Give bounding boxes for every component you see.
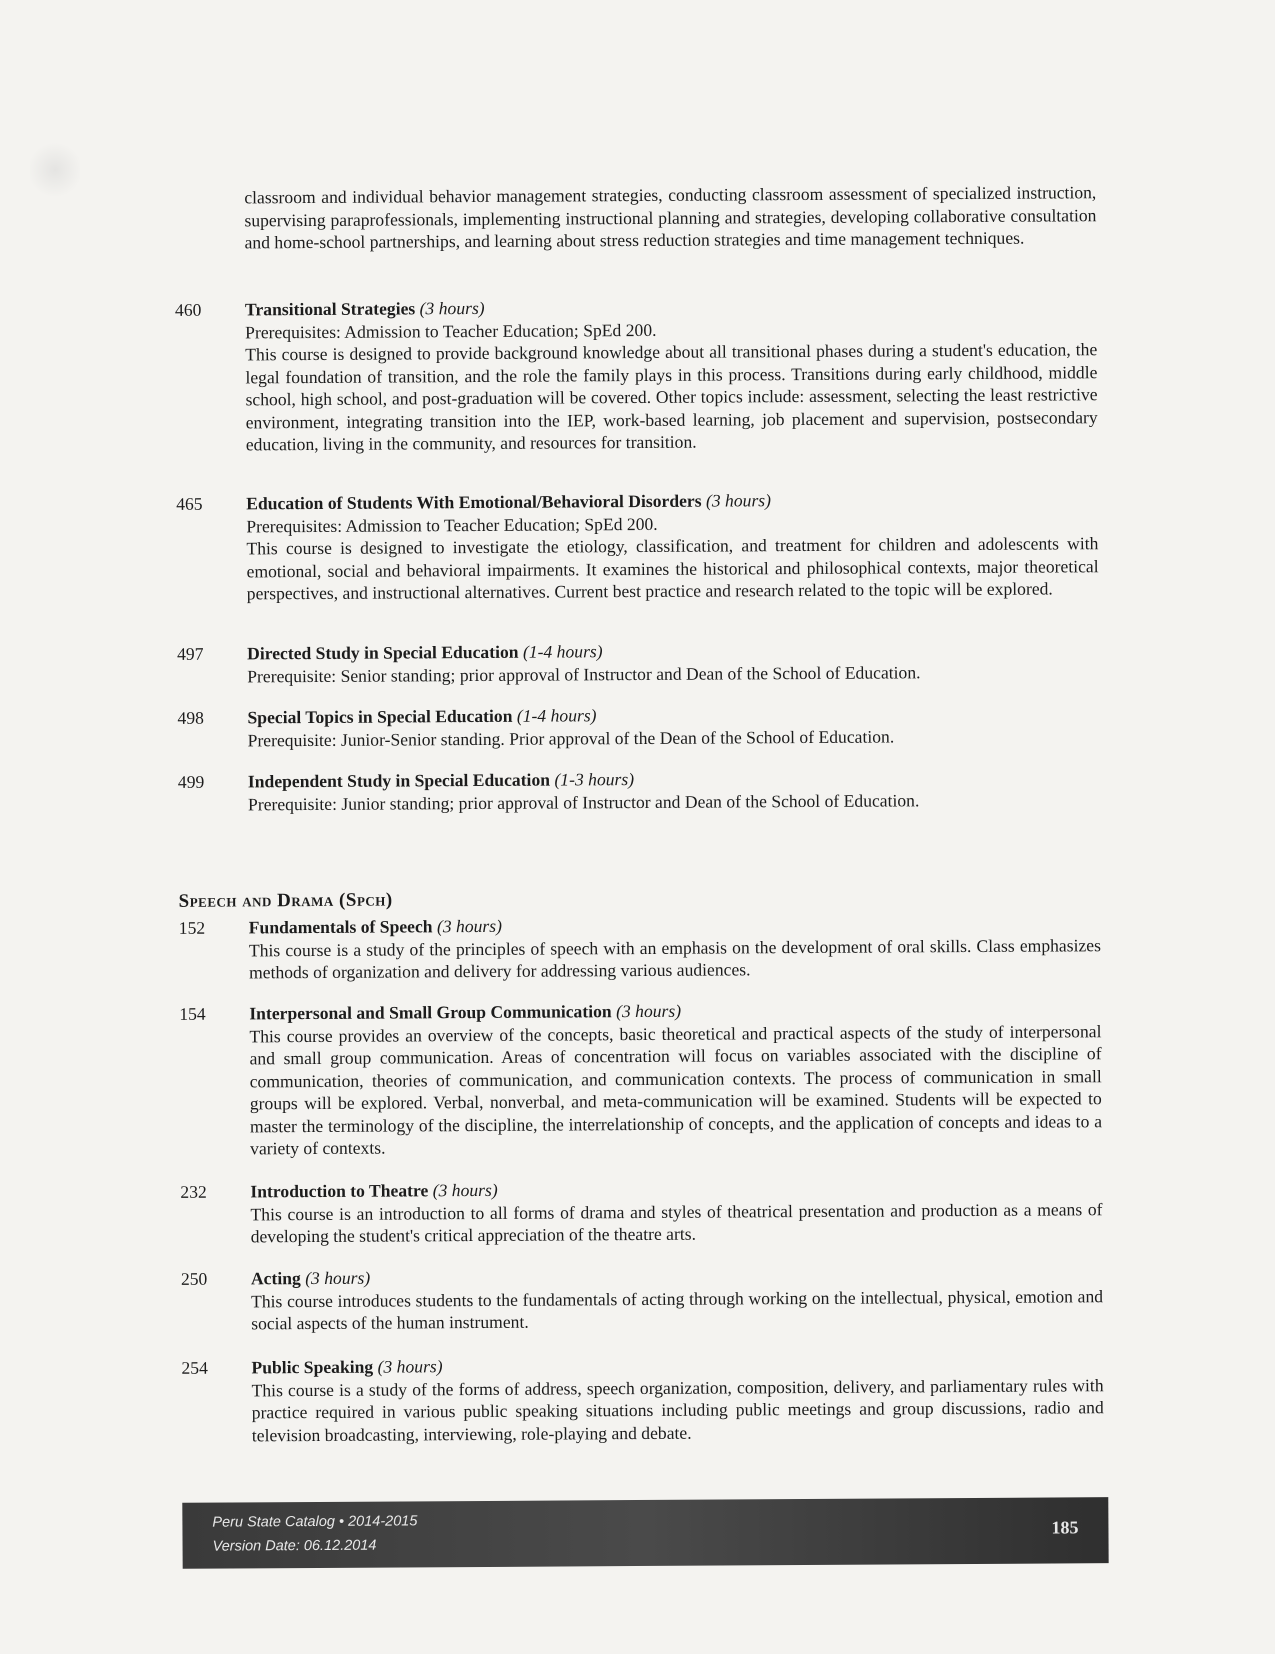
- course-number: 232: [180, 1181, 207, 1202]
- course-hours: (1-4 hours): [516, 705, 597, 726]
- course-entry: [181, 1262, 1103, 1335]
- course-hours: (3 hours): [432, 1179, 498, 1201]
- page-number: 185: [1051, 1517, 1079, 1538]
- course-number: 152: [178, 917, 206, 938]
- course-number: 497: [177, 643, 204, 664]
- course-hours: (3 hours): [305, 1267, 371, 1289]
- course-prereq: Prerequisite: Junior-Senior standing. Prior approval of the Dean of the School of Education.: [247, 725, 895, 750]
- course-hours: (3 hours): [419, 297, 485, 319]
- page-footer: [182, 1497, 1108, 1569]
- course-title: Public Speaking (3 hours): [251, 1356, 443, 1378]
- footer-catalog: Peru State Catalog • 2014-2015: [212, 1513, 418, 1531]
- course-title: Introduction to Theatre (3 hours): [250, 1179, 498, 1202]
- course-title: Independent Study in Special Education (1-3 hours): [247, 769, 635, 792]
- course-hours: (1-4 hours): [522, 641, 603, 662]
- course-number: 498: [177, 707, 204, 728]
- course-entry: [177, 637, 1099, 688]
- course-prereq: Prerequisite: Junior standing; prior approval of Instructor and Dean of the School of Education.: [247, 789, 920, 814]
- section-heading: Speech and Drama (Spch): [178, 889, 393, 912]
- course-description: This course is an introduction to all forms of drama and styles of theatrical presentation and production as a means of developing the student's critical appreciation of the theatre arts.: [250, 1198, 1103, 1247]
- course-title: Directed Study in Special Education (1-4 hours): [247, 641, 603, 664]
- course-entry: [180, 1175, 1102, 1248]
- course-description: This course is a study of the principles of speech with an emphasis on the development of oral skills. Class emphasizes methods of organization and delivery for addressing various audiences.: [248, 934, 1101, 983]
- course-number: 250: [180, 1268, 208, 1289]
- course-entry: [181, 1351, 1104, 1447]
- course-prereq: Prerequisite: Senior standing; prior approval of Instructor and Dean of the School of Education.: [247, 661, 921, 686]
- course-description: This course is designed to investigate the etiology, classification, and treatment for children and adolescents with emotional, social and behavioral impairments. It examines the historical and philosophical contexts, major theoretical perspectives, and instructional alternatives. Current best practice and research related to the topic will be explored.: [246, 533, 1099, 604]
- course-description: This course provides an overview of the concepts, basic theoretical and practical aspects of the study of interpersonal and small group communication. Areas of concentration will focus on variables associated with the discipline of communication, theories of communication, and communication contexts. The process of communication in small groups will be explored. Verbal, nonverbal, and meta-communication will be examined. Students will be expected to master the terminology of the discipline, the interrelationship of concepts, and the application of concepts and ideas to a variety of contexts.: [249, 1020, 1103, 1159]
- course-number: 460: [174, 299, 202, 320]
- course-hours: (1-3 hours): [554, 769, 635, 790]
- course-entry: [179, 997, 1102, 1160]
- footer-version: Version Date: 06.12.2014: [212, 1537, 377, 1555]
- course-hours: (3 hours): [705, 490, 772, 511]
- course-title: Acting (3 hours): [250, 1267, 371, 1289]
- course-description: This course is a study of the forms of address, speech organization, composition, delivery, and parliamentary rules with practice required in various public speaking situations including public meetings and group discussions, radio and television broadcasting, interviewing, role-playing and debate.: [251, 1374, 1104, 1445]
- course-number: 254: [181, 1357, 208, 1378]
- course-entry: [176, 487, 1099, 605]
- course-title: Transitional Strategies (3 hours): [244, 297, 485, 320]
- course-description: This course is designed to provide background knowledge about all transitional phases during a student's education, the legal foundation of transition, and the role the family plays in this process. Transitions during early childhood, middle school, high school, and post-graduation will be covered. Other topics include: assessment, selecting the least restrictive environment, integrating transition into the IEP, work-based learning, job placement and supervision, postsecondary education, living in the community, and resources for transition.: [245, 339, 1098, 455]
- course-hours: (3 hours): [615, 1000, 682, 1022]
- course-hours: (3 hours): [436, 915, 503, 937]
- course-number: 465: [176, 493, 203, 514]
- course-number: 154: [179, 1003, 206, 1024]
- course-title: Special Topics in Special Education (1-4 hours): [247, 705, 597, 728]
- course-hours: (3 hours): [377, 1356, 443, 1377]
- intro-paragraph: classroom and individual behavior management strategies, conducting classroom assessment of specialized instruction, supervising paraprofessionals, implementing instructional planning and strategies, developing collaborative consultation and home-school partnerships, and learning about stress reduction strategies and time management techniques.: [244, 182, 1097, 253]
- course-title: Fundamentals of Speech (3 hours): [248, 915, 503, 938]
- course-entry: [178, 765, 1100, 816]
- course-entry: [179, 911, 1101, 984]
- course-prereq: Prerequisites: Admission to Teacher Education; SpEd 200.: [245, 319, 657, 342]
- course-number: 499: [177, 771, 205, 792]
- course-title: Education of Students With Emotional/Behavioral Disorders (3 hours): [246, 490, 772, 514]
- course-entry: [177, 701, 1099, 752]
- course-prereq: Prerequisites: Admission to Teacher Education; SpEd 200.: [246, 513, 658, 536]
- course-title: Interpersonal and Small Group Communication (3 hours): [249, 1000, 682, 1024]
- course-description: This course introduces students to the fundamentals of acting through working on the intellectual, physical, emotion and social aspects of the human instrument.: [250, 1285, 1104, 1334]
- course-entry: [175, 293, 1098, 456]
